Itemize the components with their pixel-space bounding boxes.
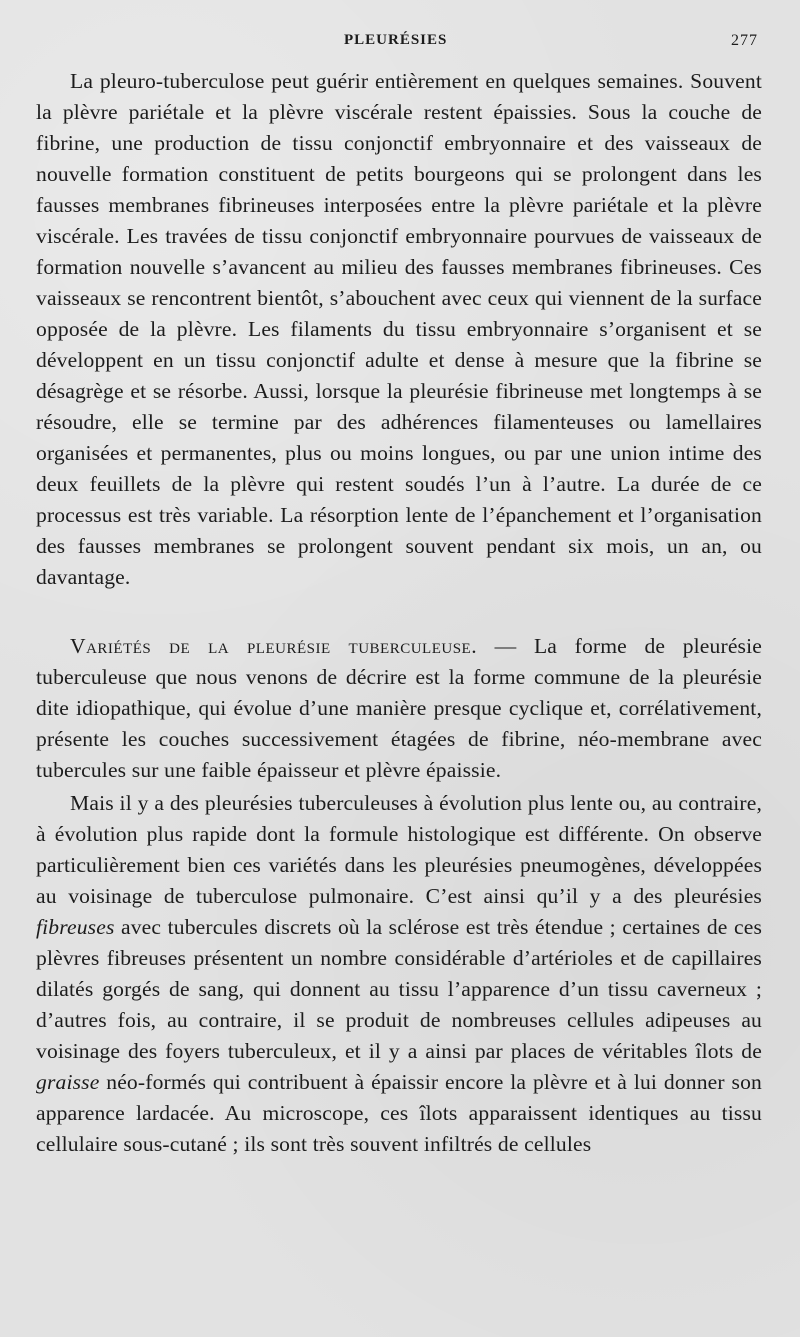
page-number: 277 — [731, 32, 758, 49]
emphasis-term: fibreuses — [36, 915, 115, 939]
body-text — [36, 66, 762, 1160]
paragraph-varieties — [36, 631, 762, 786]
section-heading: Variétés de la pleurésie tuberculeuse. — [70, 634, 478, 658]
paragraph-varieties-body: — La forme de pleurésie tuberculeuse que nous venons de décrire est la forme commune de la pleurésie dite idiopathique, qui évolue d’une manière presque cyclique et, corrélativement, présente les couches successivement étagées de fibrine, néo-membrane avec tubercules sur une faible épaisseur et plèvre épaissie. — [36, 634, 762, 782]
paragraph-text: Mais il y a des pleurésies tuberculeuses à évolution plus lente ou, au contraire, à évolution plus rapide dont la formule histologique est différente. On observe particulièrement bien ces variétés dans les pleurésies pneumogènes, développées au voisinage de tuberculose pulmonaire. C’est ainsi qu’il y a des pleurésies — [36, 791, 762, 908]
paragraph-text: néo-formés qui contribuent à épaissir encore la plèvre et à lui donner son apparence lardacée. Au microscope, ces îlots apparaissent identiques au tissu cellulaire sous-cutané ; ils sont très souvent infiltrés de cellules — [36, 1070, 762, 1156]
emphasis-term: graisse — [36, 1070, 100, 1094]
paragraph-text: avec tubercules discrets où la sclérose est très étendue ; certaines de ces plèvres fibreuses présentent un nombre considérable d’artérioles et de capillaires dilatés gorgés de sang, qui donnent au tissu l’apparence d’un tissu caverneux ; d’autres fois, au contraire, il se produit de nombreuses cellules adipeuses au voisinage des foyers tuberculeux, et il y a ainsi par places de véritables îlots de — [36, 915, 762, 1063]
running-title: PLEURÉSIES — [344, 32, 448, 48]
paragraph-pneumogenic — [36, 788, 762, 1160]
paragraph-organization: La pleuro-tuberculose peut guérir entièrement en quelques semaines. Souvent la plèvre pariétale et la plèvre viscérale restent épaissies. Sous la couche de fibrine, une production de tissu conjonctif embryonnaire et des vaisseaux de nouvelle formation constituent de petits bourgeons qui se prolongent dans les fausses membranes fibrineuses interposées entre la plèvre pariétale et la plèvre viscérale. Les travées de tissu conjonctif embryonnaire pourvues de vaisseaux de formation nouvelle s’avancent au milieu des fausses membranes fibrineuses. Ces vaisseaux se rencontrent bientôt, s’abouchent avec ceux qui viennent de la surface opposée de la plèvre. Les filaments du tissu embryonnaire s’organisent et se développent en un tissu conjonctif adulte et dense à mesure que la fibrine se désagrège et se résorbe. Aussi, lorsque la pleurésie fibrineuse met longtemps à se résoudre, elle se termine par des adhérences filamenteuses ou lamellaires organisées et permanentes, plus ou moins longues, ou par une union intime des deux feuillets de la plèvre qui restent soudés l’un à l’autre. La durée de ce processus est très variable. La résorption lente de l’épanchement et l’organisation des fausses membranes se prolongent souvent pendant six mois, un an, ou davantage. — [36, 69, 762, 589]
running-head — [36, 30, 762, 56]
